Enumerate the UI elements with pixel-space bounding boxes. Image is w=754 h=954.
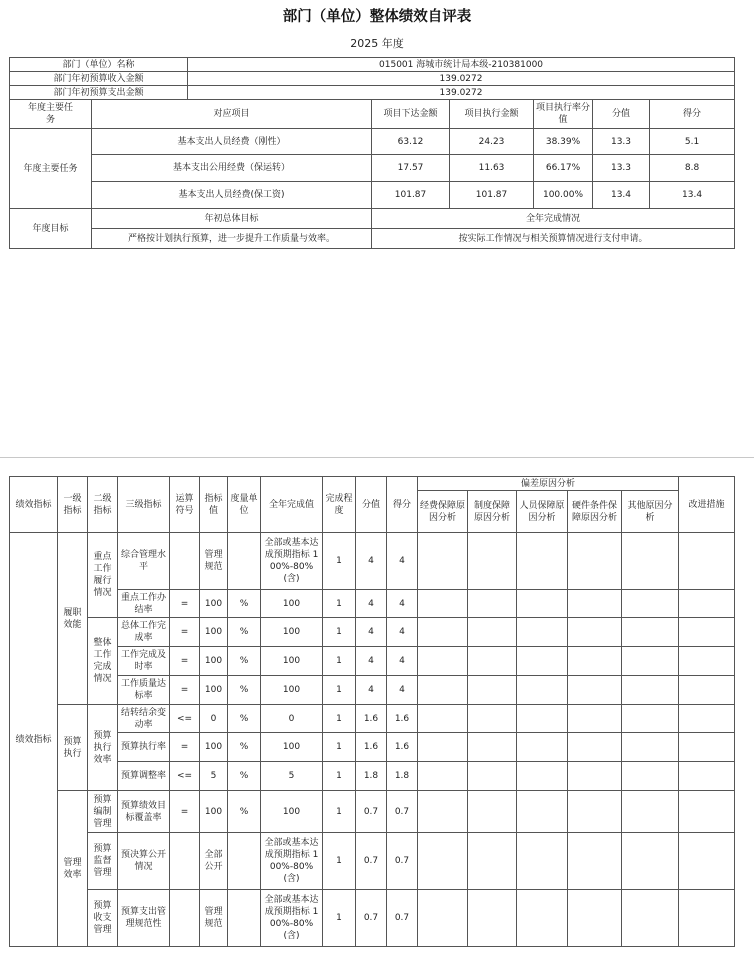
perf-op [170,833,200,890]
info-label: 部门年初预算支出金额 [10,86,188,100]
perf-dev-cell [517,833,568,890]
perf-dev-cell [517,791,568,833]
perf-dev-cell [418,533,468,590]
perf-target: 0 [200,705,228,733]
perf-target: 100 [200,618,228,647]
perf-degree: 1 [323,890,356,947]
perf-h-improve: 改进措施 [679,477,735,533]
task-rate: 38.39% [534,129,593,155]
performance-table [9,476,735,947]
perf-h-dev-staff: 人员保障原因分析 [517,491,568,533]
perf-improve-cell [679,833,735,890]
perf-op: <= [170,705,200,733]
perf-dev-cell [622,791,679,833]
perf-target: 100 [200,733,228,762]
table-row [10,762,735,791]
task-executed: 101.87 [450,182,534,209]
task-row [10,155,735,182]
table-row [10,618,735,647]
perf-got: 0.7 [387,833,418,890]
perf-dev-cell [418,733,468,762]
perf-dev-cell [568,676,622,705]
perf-score: 1.6 [356,733,387,762]
perf-h-l2: 二级指标 [88,477,118,533]
task-name: 基本支出公用经费（保运转） [92,155,372,182]
perf-l3: 预决算公开情况 [118,833,170,890]
perf-got: 1.8 [387,762,418,791]
perf-dev-cell [468,762,517,791]
perf-h-l3: 三级指标 [118,477,170,533]
perf-target: 5 [200,762,228,791]
perf-dev-cell [468,791,517,833]
perf-dev-cell [418,890,468,947]
perf-got: 4 [387,618,418,647]
perf-dev-cell [418,791,468,833]
perf-score: 4 [356,590,387,618]
perf-l3: 预算绩效目标覆盖率 [118,791,170,833]
table-row [10,590,735,618]
perf-actual: 100 [261,733,323,762]
perf-improve-cell [679,733,735,762]
perf-l3: 预算执行率 [118,733,170,762]
perf-dev-cell [622,590,679,618]
task-header-rate: 项目执行率分值 [534,100,593,129]
perf-improve-cell [679,618,735,647]
perf-dev-cell [468,618,517,647]
perf-dev-cell [468,533,517,590]
perf-actual: 全部或基本达成预期指标 100%-80%(含) [261,890,323,947]
goal-header-row [10,209,735,229]
perf-l3: 工作质量达标率 [118,676,170,705]
perf-dev-cell [622,705,679,733]
perf-l1-label: 预算执行 [58,705,88,791]
perf-degree: 1 [323,705,356,733]
page-title: 部门（单位）整体绩效自评表 [282,9,472,25]
perf-score: 0.7 [356,890,387,947]
perf-dev-cell [568,590,622,618]
perf-dev-cell [622,533,679,590]
perf-dev-cell [517,618,568,647]
task-name: 基本支出人员经费（刚性） [92,129,372,155]
perf-improve-cell [679,533,735,590]
perf-target: 100 [200,647,228,676]
perf-l1-label: 履职效能 [58,533,88,705]
perf-l3: 综合管理水平 [118,533,170,590]
perf-h-dev-other: 其他原因分析 [622,491,679,533]
task-header-col0: 年度主要任务 [10,100,92,129]
info-value: 015001 海城市统计局本级-210381000 [188,58,735,72]
perf-h-target: 指标值 [200,477,228,533]
perf-improve-cell [679,676,735,705]
perf-dev-cell [418,705,468,733]
perf-got: 4 [387,647,418,676]
task-allocated: 63.12 [372,129,450,155]
perf-dev-cell [418,590,468,618]
task-executed: 24.23 [450,129,534,155]
perf-score: 0.7 [356,833,387,890]
perf-unit [228,533,261,590]
table-row [10,647,735,676]
task-got: 8.8 [650,155,735,182]
perf-actual: 100 [261,647,323,676]
goal-left: 严格按计划执行预算，进一步提升工作质量与效率。 [92,229,372,249]
goal-row [10,229,735,249]
perf-h-dev-funding: 经费保障原因分析 [418,491,468,533]
perf-actual: 100 [261,791,323,833]
perf-l3: 预算支出管理规范性 [118,890,170,947]
table-row [10,833,735,890]
perf-improve-cell [679,791,735,833]
perf-dev-cell [622,833,679,890]
perf-degree: 1 [323,647,356,676]
perf-l2-label: 重点工作履行情况 [88,533,118,618]
perf-dev-cell [568,618,622,647]
perf-dev-cell [568,733,622,762]
perf-score: 4 [356,676,387,705]
perf-got: 1.6 [387,705,418,733]
info-value: 139.0272 [188,86,735,100]
perf-dev-cell [622,733,679,762]
perf-target: 100 [200,676,228,705]
perf-unit: % [228,618,261,647]
info-row [10,86,735,100]
perf-degree: 1 [323,833,356,890]
perf-l3: 重点工作办结率 [118,590,170,618]
perf-actual: 5 [261,762,323,791]
perf-actual: 100 [261,676,323,705]
task-header-executed: 项目执行金额 [450,100,534,129]
perf-dev-cell [622,676,679,705]
perf-actual: 0 [261,705,323,733]
table-row [10,791,735,833]
perf-degree: 1 [323,676,356,705]
perf-unit: % [228,762,261,791]
perf-improve-cell [679,590,735,618]
task-allocated: 101.87 [372,182,450,209]
table-row [10,676,735,705]
task-header-row [10,100,735,129]
perf-h-unit: 度量单位 [228,477,261,533]
perf-l2-label: 预算编制管理 [88,791,118,833]
task-got: 5.1 [650,129,735,155]
perf-dev-cell [517,890,568,947]
perf-unit [228,890,261,947]
perf-dev-cell [517,733,568,762]
perf-dev-cell [622,647,679,676]
perf-dev-cell [517,590,568,618]
perf-l1-label: 管理效率 [58,791,88,947]
perf-score: 0.7 [356,791,387,833]
perf-op: = [170,618,200,647]
goal-head-left: 年初总体目标 [92,209,372,229]
perf-op: = [170,647,200,676]
perf-dev-cell [468,647,517,676]
info-row [10,72,735,86]
perf-dev-cell [468,733,517,762]
perf-l3: 总体工作完成率 [118,618,170,647]
perf-dev-cell [517,676,568,705]
perf-op: <= [170,762,200,791]
perf-dev-cell [622,762,679,791]
perf-degree: 1 [323,533,356,590]
perf-l2-label: 整体工作完成情况 [88,618,118,705]
perf-target: 全部公开 [200,833,228,890]
info-label: 部门（单位）名称 [10,58,188,72]
perf-dev-cell [418,833,468,890]
perf-h-score: 分值 [356,477,387,533]
perf-unit: % [228,791,261,833]
perf-dev-cell [622,618,679,647]
perf-dev-cell [568,705,622,733]
perf-degree: 1 [323,762,356,791]
info-label: 部门年初预算收入金额 [10,72,188,86]
perf-dev-cell [517,705,568,733]
perf-h-actual: 全年完成值 [261,477,323,533]
task-header-allocated: 项目下达金额 [372,100,450,129]
task-allocated: 17.57 [372,155,450,182]
perf-h-dev-hardware: 硬件条件保障原因分析 [568,491,622,533]
task-rate: 66.17% [534,155,593,182]
task-name: 基本支出人员经费(保工资) [92,182,372,209]
perf-unit: % [228,733,261,762]
perf-degree: 1 [323,618,356,647]
perf-h-op: 运算符号 [170,477,200,533]
task-score: 13.3 [593,155,650,182]
perf-score: 1.6 [356,705,387,733]
perf-actual: 全部或基本达成预期指标 100%-80%(含) [261,833,323,890]
perf-actual: 全部或基本达成预期指标 100%-80%(含) [261,533,323,590]
perf-unit: % [228,705,261,733]
goal-head-right: 全年完成情况 [372,209,735,229]
perf-unit: % [228,647,261,676]
task-score: 13.3 [593,129,650,155]
perf-op: = [170,733,200,762]
perf-got: 4 [387,676,418,705]
perf-score: 4 [356,533,387,590]
perf-got: 0.7 [387,890,418,947]
perf-actual: 100 [261,618,323,647]
perf-dev-cell [568,791,622,833]
perf-dev-cell [418,618,468,647]
perf-unit [228,833,261,890]
page-divider [0,457,754,458]
goal-label: 年度目标 [10,209,92,249]
perf-dev-cell [568,890,622,947]
perf-dev-cell [517,533,568,590]
perf-dev-cell [468,590,517,618]
perf-actual: 100 [261,590,323,618]
task-header-got: 得分 [650,100,735,129]
perf-got: 0.7 [387,791,418,833]
perf-dev-cell [568,647,622,676]
task-header-score: 分值 [593,100,650,129]
perf-score: 4 [356,618,387,647]
info-row [10,58,735,72]
perf-dev-cell [418,762,468,791]
task-row [10,129,735,155]
table-row [10,733,735,762]
perf-unit: % [228,676,261,705]
perf-h-degree: 完成程度 [323,477,356,533]
perf-dev-cell [468,833,517,890]
perf-dev-cell [468,890,517,947]
task-rate: 100.00% [534,182,593,209]
perf-target: 管理规范 [200,890,228,947]
perf-dev-cell [568,762,622,791]
perf-op: = [170,590,200,618]
perf-improve-cell [679,890,735,947]
perf-h-indicator: 绩效指标 [10,477,58,533]
summary-table [9,57,735,249]
perf-dev-cell [622,890,679,947]
perf-target: 100 [200,791,228,833]
perf-op [170,533,200,590]
perf-dev-cell [418,676,468,705]
task-header-project: 对应项目 [92,100,372,129]
perf-dev-cell [568,833,622,890]
perf-op [170,890,200,947]
table-row [10,533,735,590]
fiscal-year: 2025 年度 [350,37,404,50]
info-value: 139.0272 [188,72,735,86]
perf-header-row [10,477,735,491]
perf-dev-cell [517,647,568,676]
task-executed: 11.63 [450,155,534,182]
perf-improve-cell [679,647,735,676]
perf-target: 管理规范 [200,533,228,590]
perf-l2-label: 预算监督管理 [88,833,118,890]
task-row [10,182,735,209]
perf-main-label: 绩效指标 [10,533,58,947]
perf-dev-cell [568,533,622,590]
perf-got: 4 [387,533,418,590]
perf-h-deviation: 偏差原因分析 [418,477,679,491]
perf-dev-cell [468,676,517,705]
perf-unit: % [228,590,261,618]
perf-degree: 1 [323,791,356,833]
perf-op: = [170,791,200,833]
perf-h-dev-system: 制度保障原因分析 [468,491,517,533]
goal-right: 按实际工作情况与相关预算情况进行支付申请。 [372,229,735,249]
table-row [10,705,735,733]
perf-h-l1: 一级指标 [58,477,88,533]
perf-dev-cell [418,647,468,676]
perf-score: 4 [356,647,387,676]
perf-dev-cell [517,762,568,791]
task-score: 13.4 [593,182,650,209]
perf-degree: 1 [323,733,356,762]
perf-got: 4 [387,590,418,618]
perf-improve-cell [679,705,735,733]
perf-score: 1.8 [356,762,387,791]
perf-l3: 预算调整率 [118,762,170,791]
perf-l2-label: 预算收支管理 [88,890,118,947]
perf-l2-label: 预算执行效率 [88,705,118,791]
table-row [10,890,735,947]
perf-improve-cell [679,762,735,791]
task-got: 13.4 [650,182,735,209]
perf-degree: 1 [323,590,356,618]
perf-l3: 结转结余变动率 [118,705,170,733]
perf-got: 1.6 [387,733,418,762]
perf-l3: 工作完成及时率 [118,647,170,676]
task-group-label: 年度主要任务 [10,129,92,209]
perf-op: = [170,676,200,705]
perf-h-got: 得分 [387,477,418,533]
perf-dev-cell [468,705,517,733]
perf-target: 100 [200,590,228,618]
